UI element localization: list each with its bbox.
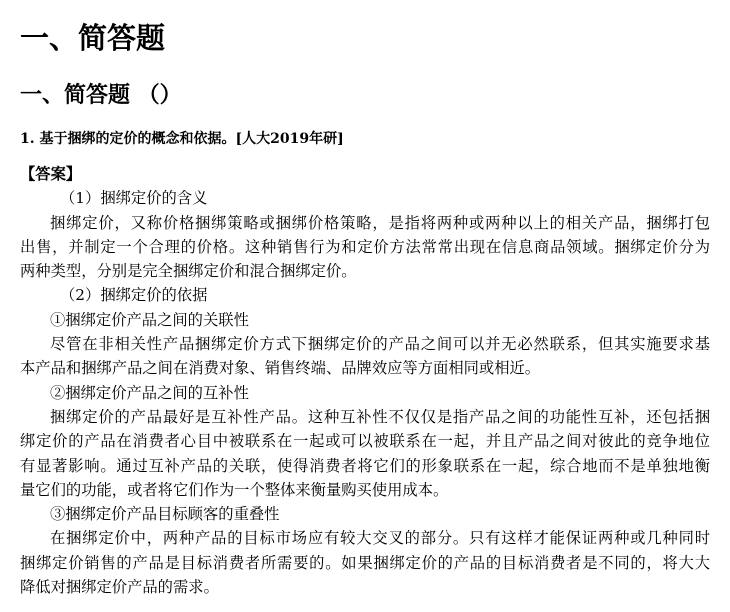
- point2-line: 有显著影响。通过互补产品的关联，使得消费者将它们的形象联系在一起，综合地而不是单独地衡: [20, 456, 710, 475]
- point2-line: 绑定价的产品在消费者心目中被联系在一起或可以被联系在一起，并且产品之间对彼此的竞争地位: [20, 432, 710, 451]
- section2-title: （2）捆绑定价的依据: [60, 286, 208, 305]
- question-text: 1. 基于捆绑的定价的概念和依据。[人大2019年研]: [20, 131, 344, 147]
- section1-title: （1）捆绑定价的含义: [60, 189, 208, 208]
- section1-line: 捆绑定价，又称价格捆绑策略或捆绑价格策略，是指将两种或两种以上的相关产品，捆绑打包: [50, 213, 710, 232]
- section1-line: 两种类型，分别是完全捆绑定价和混合捆绑定价。: [20, 262, 357, 281]
- point3-line: 捆绑定价销售的产品是目标消费者所需要的。如果捆绑定价的产品的目标消费者是不同的，将大大: [20, 553, 710, 572]
- point2-line: 捆绑定价的产品最好是互补性产品。这种互补性不仅仅是指产品之间的功能性互补，还包括捆: [50, 407, 710, 426]
- point3-line: 降低对捆绑定价产品的需求。: [20, 578, 219, 597]
- answer-body: [20, 162, 710, 599]
- main-heading: 一、简答题: [20, 21, 166, 55]
- section1-line: 出售，并制定一个合理的价格。这种销售行为和定价方法常常出现在信息商品领域。捆绑定价分为: [20, 237, 710, 256]
- answer-label: 【答案】: [20, 165, 82, 183]
- point3-line: 在捆绑定价中，两种产品的目标市场应有较大交叉的部分。只有这样才能保证两种或几种同时: [50, 529, 710, 548]
- point1-title: ①捆绑定价产品之间的关联性: [50, 310, 249, 329]
- sub-heading: 一、简答题 （）: [20, 82, 182, 108]
- point2-line: 量它们的功能，或者将它们作为一个整体来衡量购买使用成本。: [20, 480, 449, 499]
- point3-title: ③捆绑定价产品目标顾客的重叠性: [50, 505, 280, 524]
- point1-line: 尽管在非相关性产品捆绑定价方式下捆绑定价的产品之间可以并无必然联系，但其实施要求基: [50, 335, 710, 354]
- point1-line: 本产品和捆绑产品之间在消费对象、销售终端、品牌效应等方面相同或相近。: [20, 359, 541, 378]
- point2-title: ②捆绑定价产品之间的互补性: [50, 383, 249, 402]
